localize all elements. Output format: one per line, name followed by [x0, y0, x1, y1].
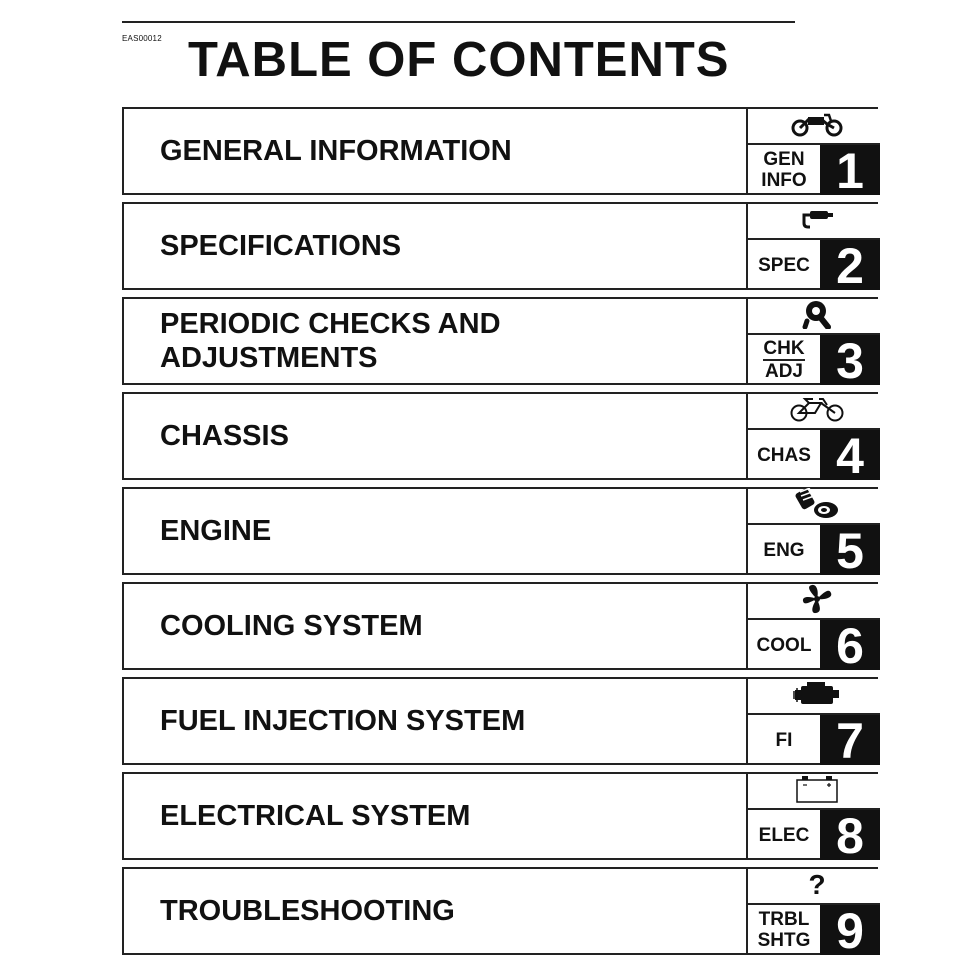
section-title[interactable]: COOLING SYSTEM	[160, 610, 423, 642]
section-abbreviation: ENG	[763, 539, 805, 561]
section-abbreviation: COOL	[756, 634, 812, 656]
section-abbreviation: TRBL SHTG	[757, 909, 811, 951]
toc-row-troubleshooting[interactable]	[122, 867, 878, 959]
page-title: TABLE OF CONTENTS	[188, 33, 730, 87]
section-abbreviation: SPEC	[758, 254, 810, 276]
section-tab[interactable]	[746, 202, 880, 294]
section-abbreviation: CHAS	[757, 444, 811, 466]
engine-icon	[794, 488, 840, 520]
battery-icon	[793, 774, 841, 804]
section-title[interactable]: TROUBLESHOOTING	[160, 895, 455, 927]
section-number: 7	[820, 715, 880, 765]
section-tab[interactable]	[746, 107, 880, 199]
toc-row-cooling-system[interactable]	[122, 582, 878, 674]
section-tab[interactable]	[746, 582, 880, 674]
toc-row-electrical-system[interactable]	[122, 772, 878, 864]
section-title[interactable]: SPECIFICATIONS	[160, 230, 402, 262]
table-of-contents	[122, 107, 878, 962]
section-number: 5	[820, 525, 880, 575]
section-tab[interactable]	[746, 772, 880, 864]
wrench-icon	[800, 299, 834, 329]
section-tab[interactable]	[746, 487, 880, 579]
section-title[interactable]: GENERAL INFORMATION	[160, 135, 512, 167]
section-number: 8	[820, 810, 880, 860]
toc-row-specifications[interactable]	[122, 202, 878, 294]
section-title[interactable]: ELECTRICAL SYSTEM	[160, 800, 471, 832]
section-number: 6	[820, 620, 880, 670]
section-number: 9	[820, 905, 880, 955]
svg-text:?: ?	[808, 869, 826, 899]
section-abbreviation: GEN INFO	[761, 149, 807, 191]
section-tab[interactable]	[746, 392, 880, 484]
section-number: 1	[820, 145, 880, 195]
toc-row-engine[interactable]	[122, 487, 878, 579]
toc-row-chassis[interactable]	[122, 392, 878, 484]
toc-row-periodic-checks[interactable]	[122, 297, 878, 389]
section-tab[interactable]	[746, 677, 880, 769]
motorcycle-icon	[791, 111, 843, 137]
toc-row-fuel-injection-system[interactable]	[122, 677, 878, 769]
section-abbreviation: ELEC	[758, 824, 810, 846]
top-rule	[122, 21, 795, 23]
section-tab[interactable]	[746, 297, 880, 389]
document-code: EAS00012	[122, 34, 162, 43]
section-abbreviation: CHK ADJ	[763, 338, 805, 382]
section-tab[interactable]	[746, 867, 880, 959]
section-title[interactable]: PERIODIC CHECKS AND ADJUSTMENTS	[160, 308, 501, 374]
section-number: 3	[820, 335, 880, 385]
toc-row-general-information[interactable]	[122, 107, 878, 199]
section-number: 2	[820, 240, 880, 290]
section-number: 4	[820, 430, 880, 480]
section-title[interactable]: CHASSIS	[160, 420, 289, 452]
section-abbreviation: FI	[775, 729, 793, 751]
question-icon	[802, 869, 832, 899]
bike-frame-icon	[789, 395, 845, 423]
section-title[interactable]: ENGINE	[160, 515, 272, 547]
caliper-icon	[800, 208, 834, 230]
section-title[interactable]: FUEL INJECTION SYSTEM	[160, 705, 526, 737]
injection-icon	[793, 680, 841, 708]
fan-icon	[800, 584, 834, 614]
